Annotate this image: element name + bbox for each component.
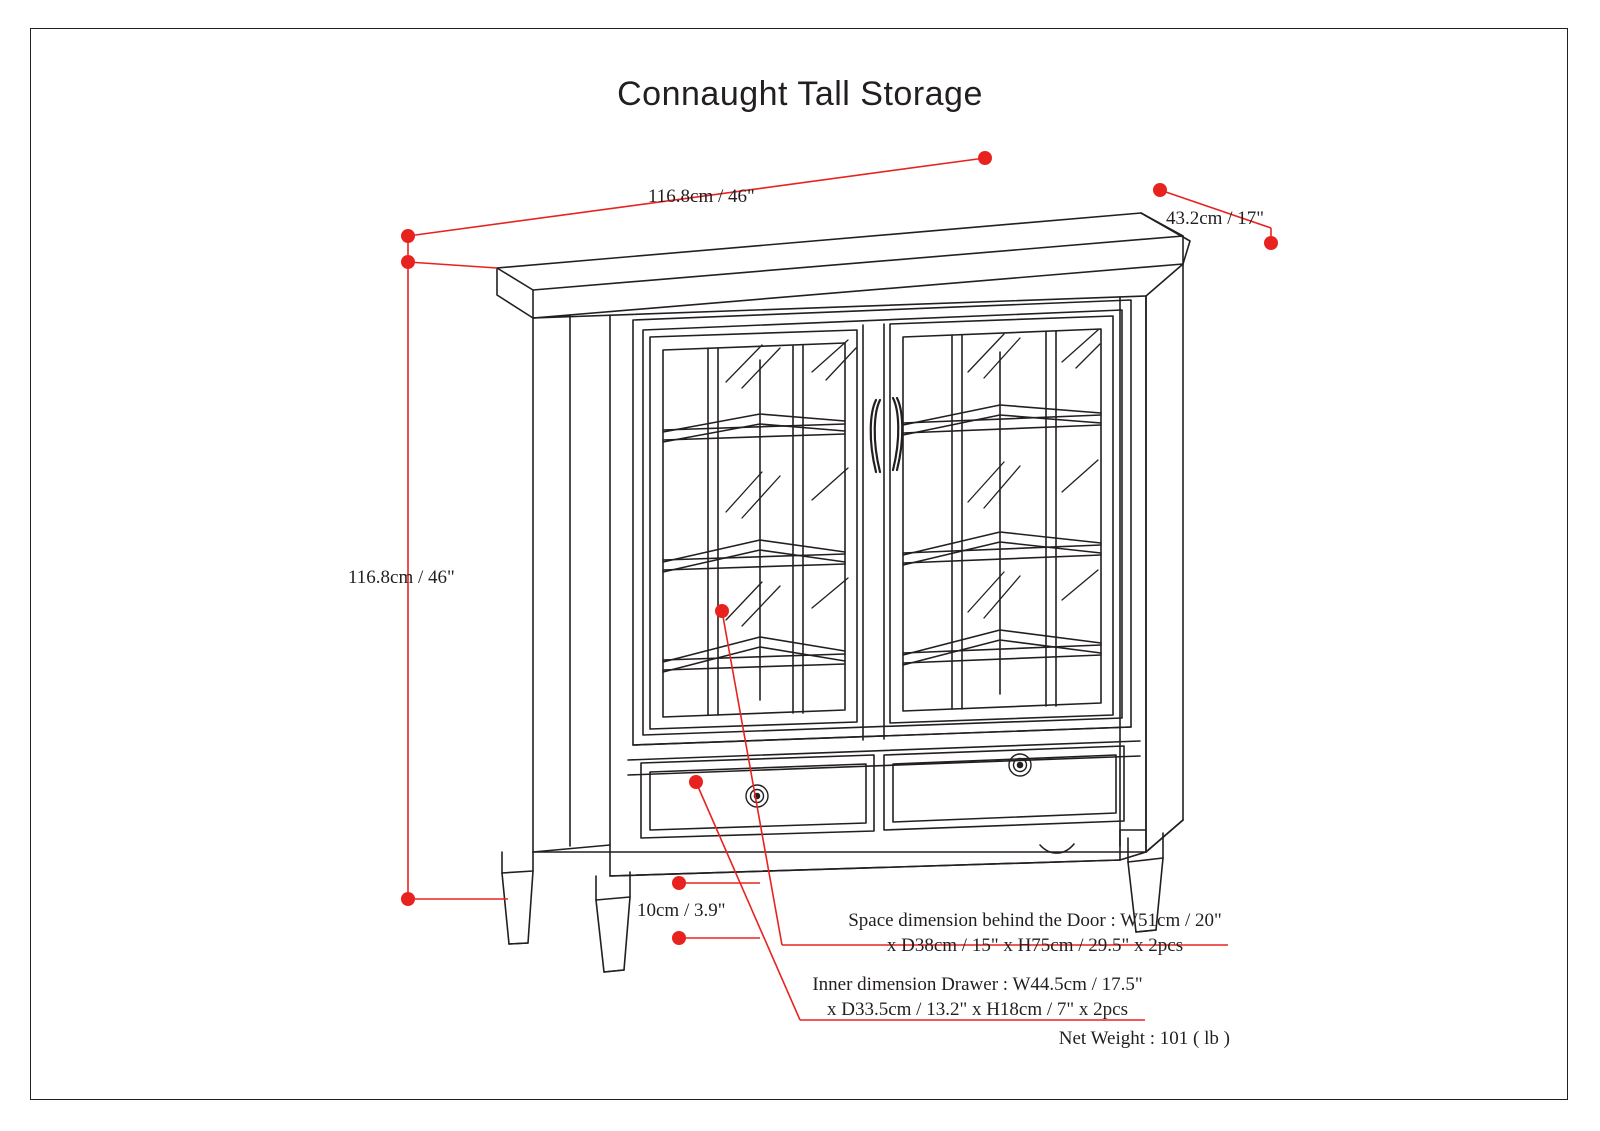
door-space-note [840, 908, 1230, 958]
door-space-note-line2: x D38cm / 15" x H75cm / 29.5" x 2pcs [886, 935, 1184, 956]
drawer-note-line2: x D33.5cm / 13.2" x H18cm / 7" x 2pcs [826, 999, 1128, 1020]
leg-height-dimension-label: 10cm / 3.9" [637, 900, 726, 921]
net-weight-note: Net Weight : 101 ( lb ) [1058, 1028, 1230, 1049]
depth-dimension-label: 43.2cm / 17" [1166, 208, 1264, 229]
height-dimension-label: 116.8cm / 46" [348, 567, 455, 588]
door-space-note-line1: Space dimension behind the Door : W51cm / 20" [848, 910, 1222, 931]
width-dimension-label: 116.8cm / 46" [648, 186, 755, 207]
drawer-dimension-note [805, 972, 1150, 1022]
page-title: Connaught Tall Storage [617, 75, 983, 113]
drawer-note-line1: Inner dimension Drawer : W44.5cm / 17.5" [812, 974, 1143, 995]
